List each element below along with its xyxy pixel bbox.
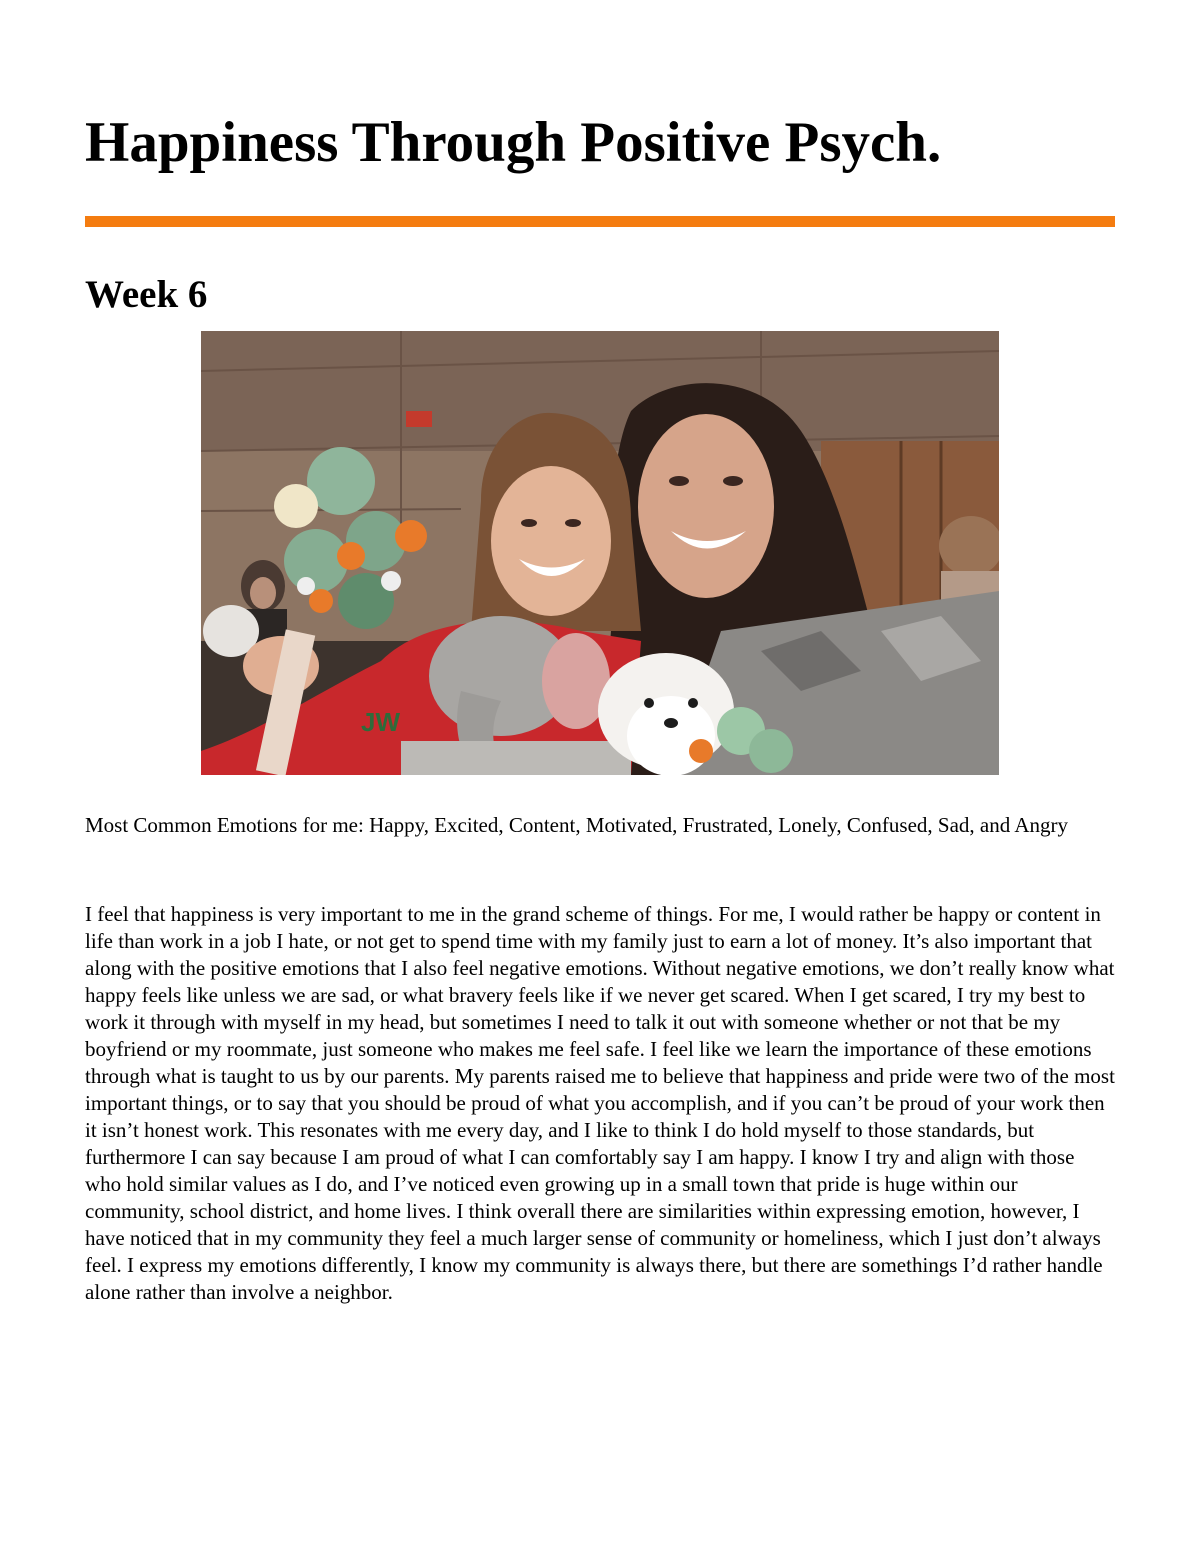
svg-text:JW: JW — [361, 707, 400, 737]
title-divider — [85, 216, 1115, 227]
reflection-paragraph: I feel that happiness is very important to me in the grand scheme of things. For me, I would rather be happy or content in life than work in a job I hate, or not get to spend time with my family just to earn a lot of money. It’s also important that along with the positive emotions that I also feel negative emotions. Without negative emotions, we don’t really know what happy feels like unless we are sad, or what bravery feels like if we never get scared. When I get scared, I try my best to work it through with myself in my head, but sometimes I need to talk it out with someone whether or not that be my boyfriend or my roommate, just someone who makes me feel safe. I feel like we learn the importance of these emotions through what is taught to us by our parents. My parents raised me to believe that happiness and pride were two of the most important things, or to say that you should be proud of what you accomplish, and if you can’t be proud of your work then it isn’t honest work. This resonates with me every day, and I like to think I do hold myself to those standards, but furthermore I can say because I am proud of what I can comfortably say I am happy. I know I try and align with those who hold similar values as I do, and I’ve noticed even growing up in a small town that pride is huge within our community, school district, and home lives. I think overall there are similarities within expressing emotion, however, I have noticed that in my community they feel a much larger sense of community or homeliness, which I just don’t always feel. I express my emotions differently, I know my community is always there, but there are somethings I’d rather handle alone rather than involve a neighbor. — [85, 902, 1115, 1304]
emotions-paragraph: Most Common Emotions for me: Happy, Excited, Content, Motivated, Frustrated, Lonely, Confused, Sad, and Angry — [85, 813, 1068, 837]
photo — [201, 331, 999, 775]
week-heading: Week 6 — [85, 273, 208, 316]
document-title: Happiness Through Positive Psych. — [85, 111, 942, 174]
